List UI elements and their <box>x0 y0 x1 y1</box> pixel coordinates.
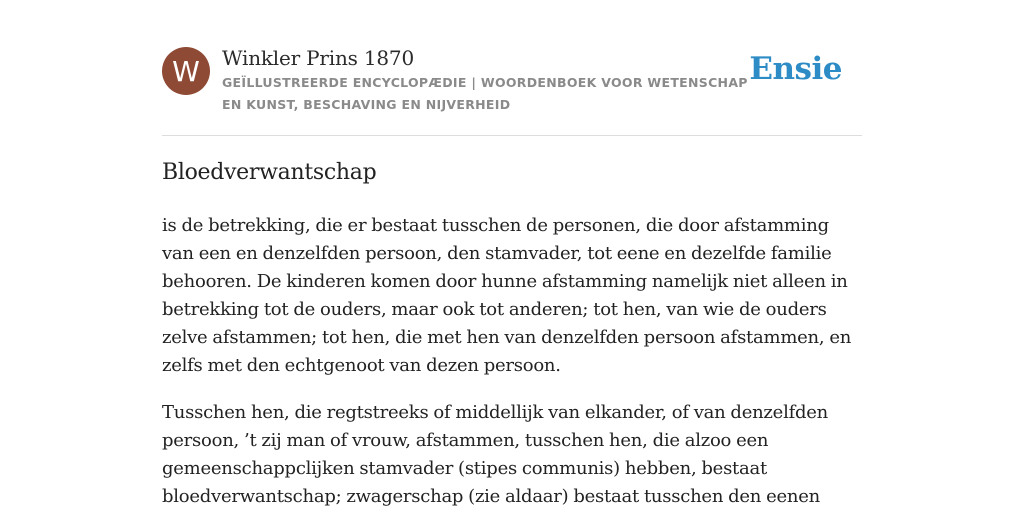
source-title[interactable]: Winkler Prins 1870 <box>222 46 414 70</box>
page-header <box>162 46 862 136</box>
article-paragraph: is de betrekking, die er bestaat tusschen de personen, die door afstamming van een en denzelfden persoon, den stamvader, tot eene en dezelfde familie behooren. De kinderen komen door hunne afstamming namelijk niet alleen in betrekking tot de ouders, maar ook tot anderen; tot hen, van wie de ouders zelve afstammen; tot hen, die met hen van denzelfden persoon afstammen, en zelfs met den echtgenoot van dezen persoon. <box>162 215 852 376</box>
source-subtitle: GEÏLLUSTREERDE ENCYCLOPÆDIE | WOORDENBOEK VOOR WETENSCHAP EN KUNST, BESCHAVING EN NIJVERHEID <box>222 75 748 112</box>
article-body <box>162 212 862 530</box>
article-paragraph: Tusschen hen, die regtstreeks of middellijk van elkander, of van denzelfden persoon, ’t zij man of vrouw, afstammen, tusschen hen, die alzoo een gemeenschappclijken stamvader (stipes communis) hebben, bestaat bloedverwantschap; zwagerschap (zie aldaar) bestaat tusschen den eenen <box>162 402 829 507</box>
article-title: Bloedverwantschap <box>162 160 377 185</box>
source-avatar[interactable]: W <box>162 47 210 95</box>
ensie-logo[interactable]: Ensie <box>749 51 842 87</box>
